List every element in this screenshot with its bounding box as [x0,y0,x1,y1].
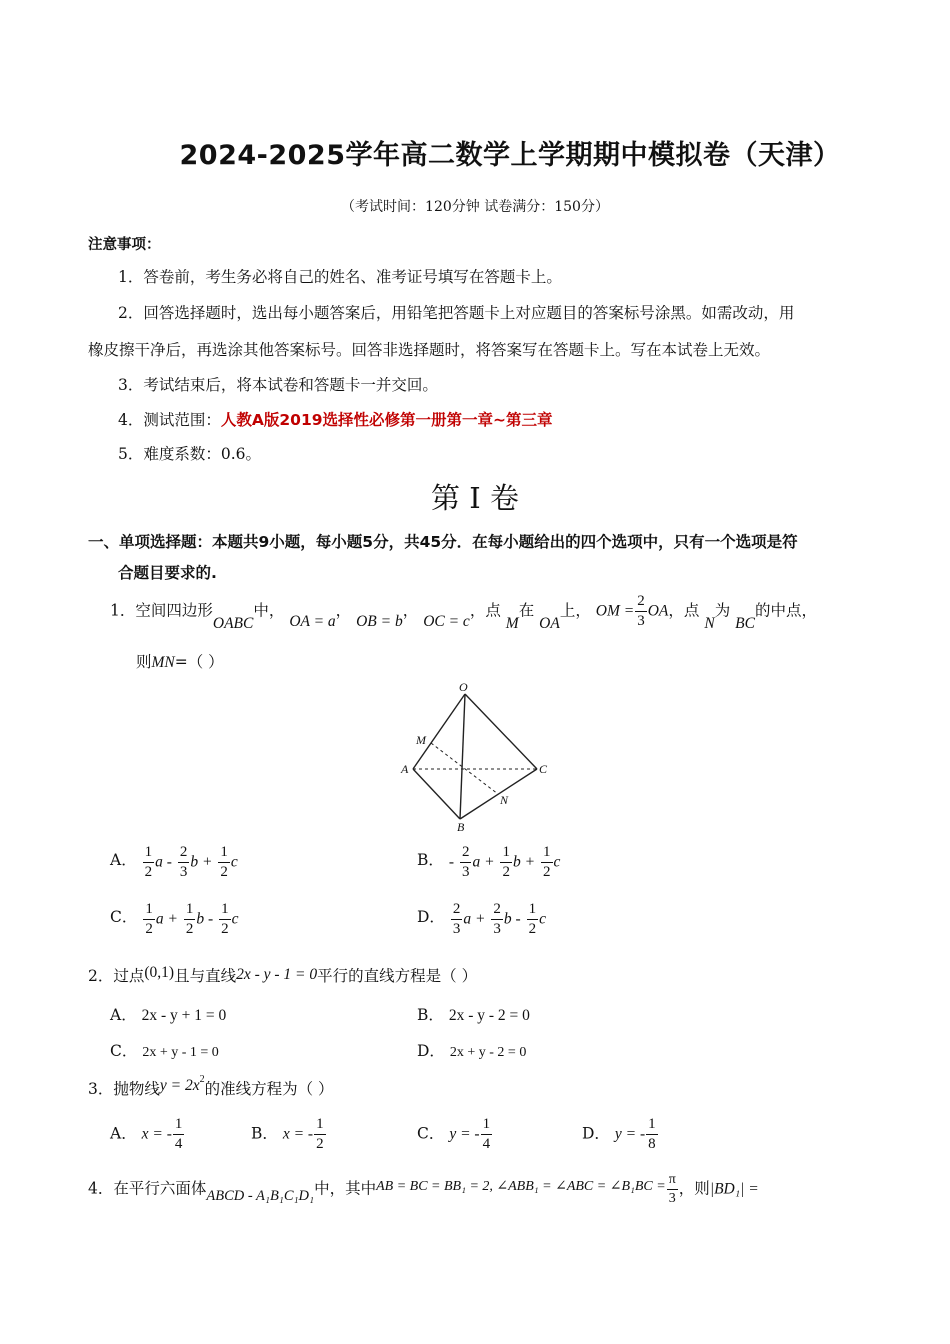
q1-text: 空间四边形 [135,601,213,620]
point-n: N [704,614,715,632]
term: a - [155,853,172,871]
fraction-pi-3: $\frac{\pi}{3}$ [668,1172,676,1206]
q4-condition: AB = BC = BB₁ = 2, ∠ABB₁ = ∠ABC = ∠B₁BC = [376,1178,666,1194]
fraction: $\frac{1}{2}$ [185,901,194,937]
fraction: $\frac{2}{3}$ [179,844,188,880]
q1-option-b[interactable] [417,845,560,880]
q4-text: 中，其中 [314,1179,377,1198]
option-label: A． [110,850,137,869]
q2-option-c[interactable] [110,1039,219,1061]
q3-option-d[interactable] [582,1117,659,1152]
question-4-stem [88,1173,759,1206]
term: a + [155,910,178,928]
q1-text: 的中点， [754,601,817,620]
vector-oa: OA [647,602,669,620]
q2-text: 且与直线 [174,967,237,985]
fraction: $\frac{1}{2}$ [316,1116,324,1152]
q1-text: 上， [559,601,591,620]
note-4 [118,408,553,430]
option-label: C． [417,1124,445,1143]
q1-option-a[interactable] [110,845,238,880]
note-3: 3．考试结束后，将本试卷和答题卡一并交回。 [118,376,438,394]
fraction: $\frac{1}{4}$ [482,1116,491,1152]
option-text: x = - [141,1125,172,1143]
option-text: 2x + y - 2 = 0 [449,1045,527,1060]
q1-option-d[interactable] [417,902,546,937]
q3-option-c[interactable] [417,1117,493,1152]
q1-text: ，点 [668,601,700,620]
q3-text: 3．抛物线 [88,1080,160,1098]
edge-bc [460,769,537,819]
note-1: 1．答卷前，考生务必将自己的姓名、准考证号填写在答题卡上。 [118,268,562,286]
fraction: $\frac{1}{2}$ [221,901,229,937]
option-text: y = - [614,1125,646,1143]
option-label: A． [110,1006,137,1024]
exponent: 2 [199,1073,205,1085]
q4-target: |BD₁| = [709,1180,759,1198]
option-label: B． [251,1124,278,1143]
page-title: 2024-2025学年高二数学上学期期中模拟卷（天津） [179,140,841,171]
term: c [553,853,561,871]
note-2-line1: 2．回答选择题时，选出每小题答案后，用铅笔把答题卡上对应题目的答案标号涂黑。如需改动，用 [118,304,795,322]
q1-quad: OABC [212,614,254,632]
fraction: $\frac{2}{3}$ [493,901,501,937]
term: c [231,910,239,928]
fraction: $\frac{1}{2}$ [144,844,153,880]
parallelepiped: ABCD - A₁B₁C₁D₁ [206,1187,315,1204]
fraction: $\frac{2}{3}$ [452,901,461,937]
edge-oc [465,694,537,769]
label-b: B [457,820,465,834]
note-4-prefix: 4．测试范围： [118,411,221,429]
q2-text: 2．过点 [88,967,145,985]
term: c [230,853,238,871]
section-heading-line1: 一、单项选择题：本题共9小题，每小题5分，共45分．在每小题给出的四个选项中，只有一个选项是符 [88,533,798,551]
term: b - [503,910,521,928]
q4-text: 4．在平行六面体 [88,1179,207,1198]
option-text: y = - [449,1125,480,1143]
option-text: 2x + y - 1 = 0 [142,1045,219,1060]
option-label: C． [110,907,138,926]
test-range: 人教A版2019选择性必修第一册第一章~第三章 [220,411,553,429]
label-m: M [416,733,426,747]
option-label: B． [417,1006,444,1024]
edge-oa [413,694,465,769]
q2-option-d[interactable] [417,1039,526,1061]
label-o: O [459,680,468,694]
volume-heading: 第 I 卷 [431,481,519,515]
q1-text: ，点 [469,601,501,620]
section-heading-line2: 合题目要求的. [118,564,217,582]
q3-text: 的准线方程为（ ） [204,1080,334,1098]
segment-bc: BC [735,614,755,632]
label-c: C [539,762,548,776]
vector-mn: MN [151,654,175,671]
question-1-ask [136,650,224,672]
parabola-equation: y = 2x [159,1077,200,1094]
point-0-1: (0,1) [144,964,175,981]
q1-text: =（ ） [174,653,224,671]
edge-ab [413,769,460,819]
q1-number: 1． [110,601,136,620]
q1-option-c[interactable] [110,902,238,937]
fraction: $\frac{1}{2}$ [528,901,537,937]
point-m: M [505,614,519,632]
notes-heading: 注意事项： [88,237,161,253]
term: a + [463,910,486,928]
exam-info: （考试时间：120分钟 试卷满分：150分） [341,199,609,215]
fraction: $\frac{1}{2}$ [145,901,153,937]
question-1-stem [110,593,817,632]
term: b + [190,853,213,871]
q3-option-a[interactable] [110,1117,185,1152]
vector-ob: OB = b [356,612,403,630]
fraction: $\frac{1}{8}$ [648,1116,656,1152]
option-text: 2x - y + 1 = 0 [141,1007,227,1024]
q1-text: 为 [714,601,731,620]
label-n: N [500,793,509,807]
q1-text: 则 [136,653,152,671]
question-3-stem [88,1073,334,1099]
fraction: $\frac{1}{2}$ [543,844,551,880]
q1-sep: ， [402,601,419,620]
q1-text: 在 [518,601,535,620]
vector-oc: OC = c [423,612,470,630]
option-text: 2x - y - 2 = 0 [448,1007,530,1024]
note-2-line2: 橡皮擦干净后，再选涂其他答案标号。回答非选择题时，将答案写在答题卡上。写在本试卷上无效。 [88,341,771,359]
note-5: 5．难度系数：0.6。 [118,445,262,463]
option-text: x = - [282,1125,314,1143]
option-label: A． [110,1124,137,1143]
fraction: $\frac{2}{3}$ [637,593,645,629]
q2-text: 平行的直线方程是（ ） [317,967,478,985]
term: b + [512,853,536,871]
option-label: C． [110,1042,138,1060]
vector-om: OM = [595,602,635,620]
line-equation: 2x - y - 1 = 0 [236,966,318,983]
term: - [448,853,454,871]
option-label: D． [582,1124,610,1143]
edge-ob [460,694,465,819]
q2-option-b[interactable] [417,1003,530,1025]
option-label: D． [417,1042,445,1060]
option-label: D． [417,907,445,926]
term: c [539,910,547,928]
fraction: $\frac{1}{2}$ [502,844,510,880]
label-a: A [401,762,409,776]
tetrahedron-diagram [395,680,565,835]
fraction: $\frac{1}{2}$ [220,844,228,880]
fraction: $\frac{1}{4}$ [174,1116,183,1152]
q4-text: ，则 [678,1179,710,1198]
q2-option-a[interactable] [110,1003,226,1025]
q3-option-b[interactable] [251,1117,327,1152]
fraction: $\frac{2}{3}$ [461,844,470,880]
q1-sep: ， [335,601,352,620]
segment-oa: OA [539,614,560,632]
term: a + [472,853,495,871]
q1-text: 中， [253,601,285,620]
question-2-stem [88,964,477,986]
term: b - [196,910,214,928]
vector-oa: OA = a [289,612,336,630]
option-label: B． [417,850,444,869]
